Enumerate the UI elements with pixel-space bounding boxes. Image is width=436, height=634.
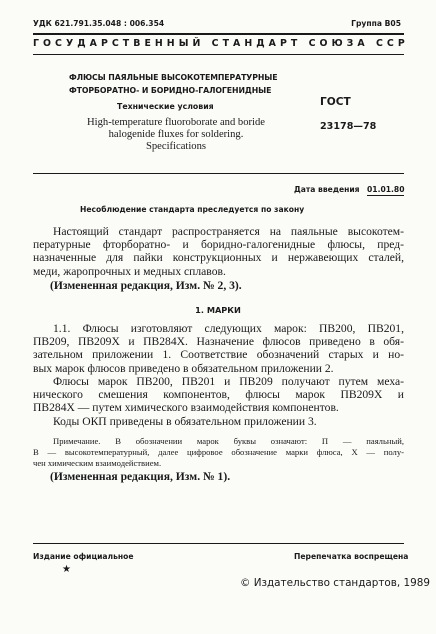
official-edition: Издание официальное xyxy=(33,552,134,561)
revision-note-2: (Измененная редакция, Изм. № 1). xyxy=(50,470,231,483)
paragraph-line: ПВ284Х — путем химического взаимодействия компонентов. xyxy=(33,401,339,415)
paragraph-line: 1.1. Флюсы изготовляют следующих марок: ПВ200, ПВ201, xyxy=(53,322,404,335)
title-ru-line-2: ФТОРБОРАТНО- И БОРИДНО-ГАЛОГЕНИДНЫЕ xyxy=(69,86,272,95)
footer-rule xyxy=(33,543,404,544)
scope-line: Настоящий стандарт распространяется на паяльные высокотем- xyxy=(53,225,404,238)
legal-notice: Несоблюдение стандарта преследуется по закону xyxy=(80,205,305,214)
title-en-line-2: halogenide fluxes for soldering. xyxy=(108,129,244,140)
header-rule xyxy=(33,33,404,35)
title-ru-line-1: ФЛЮСЫ ПАЯЛЬНЫЕ ВЫСОКОТЕМПЕРАТУРНЫЕ xyxy=(69,73,278,82)
date-label: Дата введения xyxy=(294,185,360,194)
title-en-line-1: High-temperature fluoroborate and boride xyxy=(87,117,265,128)
title-rule xyxy=(33,173,404,174)
subtitle-ru: Технические условия xyxy=(117,102,214,111)
date-underline xyxy=(367,195,404,196)
standard-name: ГОСУДАРСТВЕННЫЙ СТАНДАРТ СОЮЗА ССР xyxy=(33,38,409,49)
paragraph-line: вых марок флюсов приведено в обязательном приложении 2. xyxy=(33,361,334,375)
reprint-prohibited: Перепечатка воспрещена xyxy=(294,552,409,561)
scope-line: пературные фторборатно- и боридно-галогенидные флюсы, пред- xyxy=(33,238,404,252)
paragraph-line: ПВ209, ПВ209Х и ПВ284Х. Назначение флюсов приведено в обя- xyxy=(33,335,404,349)
paragraph-okp: Коды ОКП приведены в обязательном приложении 3. xyxy=(53,415,317,428)
header-rule-lower xyxy=(33,54,404,55)
udk-code: УДК 621.791.35.048 : 006.354 xyxy=(33,19,165,28)
copyright: © Издательство стандартов, 1989 xyxy=(240,577,430,589)
note-line: В — высокотемпературный, далее цифровое обозначение марки флюса, Х — полу- xyxy=(33,447,404,457)
paragraph-line: Флюсы марок ПВ200, ПВ201 и ПВ209 получают путем меха- xyxy=(53,375,404,388)
note-line: Примечание. В обозначении марок буквы означают: П — паяльный, xyxy=(53,436,404,446)
scope-line: назначенные для пайки конструкционных и нержавеющих сталей, xyxy=(33,251,404,265)
scope-line: меди, жаропрочных и медных сплавов. xyxy=(33,264,226,278)
star-icon: ★ xyxy=(62,564,71,575)
paragraph-1-2 xyxy=(33,375,404,415)
paragraph-1-1 xyxy=(33,322,404,375)
group-code: Группа В05 xyxy=(351,19,401,28)
title-en-line-3: Specifications xyxy=(145,141,206,152)
scope-paragraph xyxy=(33,225,404,278)
note-line: чен химическим взаимодействием. xyxy=(33,458,162,468)
gost-label: ГОСТ xyxy=(320,96,351,108)
gost-number: 23178—78 xyxy=(320,121,377,132)
paragraph-line: нического смешения компонентов, флюсы марок ПВ209Х и xyxy=(33,388,404,402)
section-heading: 1. МАРКИ xyxy=(195,305,241,315)
revision-note-1: (Измененная редакция, Изм. № 2, 3). xyxy=(50,279,242,292)
date-value: 01.01.80 xyxy=(367,185,405,194)
note-block xyxy=(33,436,404,469)
paragraph-line: зательном приложении 1. Соответствие обозначений старых и но- xyxy=(33,348,404,362)
